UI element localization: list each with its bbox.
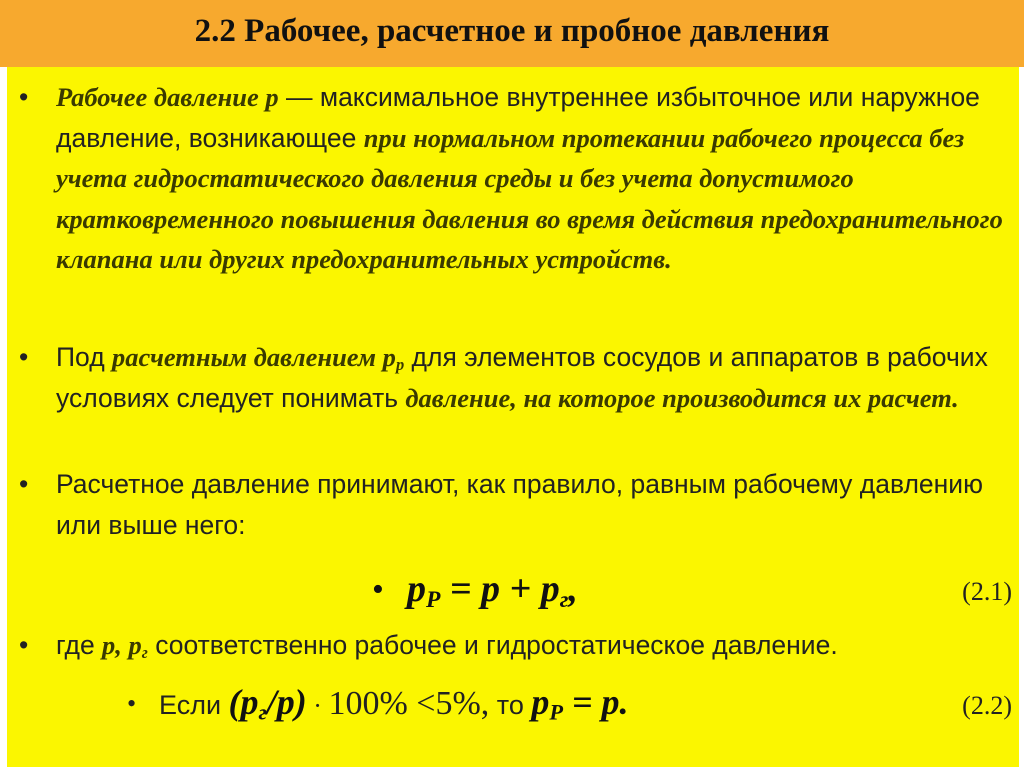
definition-text: для элементов сосудов и аппаратов в рабочих условиях следует понимать	[56, 342, 988, 413]
bullet-text	[56, 77, 1004, 280]
definition-emphasis: при нормальном протекании рабочего процесса без учета гидростатического давления среды и без учета допустимого кратковременного повышения давления во время действия предохранительного клапана или других предохранительных устройств.	[56, 122, 1003, 274]
slide-title: 2.2 Рабочее, расчетное и пробное давления	[194, 13, 830, 49]
bullet-dot: •	[19, 469, 29, 499]
bullet-text: Расчетное давление принимают, как правило, равным рабочему давлению или выше него:	[56, 469, 983, 540]
bullet-text	[56, 337, 1004, 418]
bullet-dot: •	[19, 630, 29, 660]
subscript-p: р	[395, 355, 405, 375]
bullet-where	[19, 625, 1004, 666]
bullet-working-pressure	[19, 77, 1004, 280]
formula-expression: Если $(p_г/p) \cdot 100\% <5\%$, то $p_P = p$.	[159, 682, 629, 725]
bullet-dot: •	[372, 571, 384, 608]
formula-expression: $p_P = p + p_г$,	[407, 568, 578, 613]
formula-number: (2.1)	[962, 577, 1012, 606]
bullet-dot: •	[19, 342, 29, 372]
formula-2-2	[127, 681, 1012, 731]
definition-emphasis: давление, на которое производится их расчет.	[405, 382, 959, 413]
bullet-design-rule	[19, 464, 1004, 545]
definition-text: — максимальное внутреннее избыточное или наружное давление, возникающее	[56, 82, 980, 153]
symbols-p-pg: р, $р_г$	[102, 630, 148, 663]
slide-content	[7, 67, 1019, 767]
bullet-dot: •	[19, 82, 29, 112]
title-bar	[0, 0, 1024, 67]
bullet-text: где р, $р_г$ соответственно рабочее и гидростатическое давление.	[56, 630, 838, 663]
formula-number: (2.2)	[962, 691, 1012, 720]
term-design-pressure: расчетным давлением $р_р$	[112, 342, 405, 375]
term-working-pressure: Рабочее давление р	[56, 82, 279, 112]
bullet-design-pressure	[19, 337, 1004, 418]
intro-text: Под	[56, 342, 113, 372]
bullet-dot: •	[127, 689, 137, 718]
formula-2-1	[372, 567, 1012, 617]
